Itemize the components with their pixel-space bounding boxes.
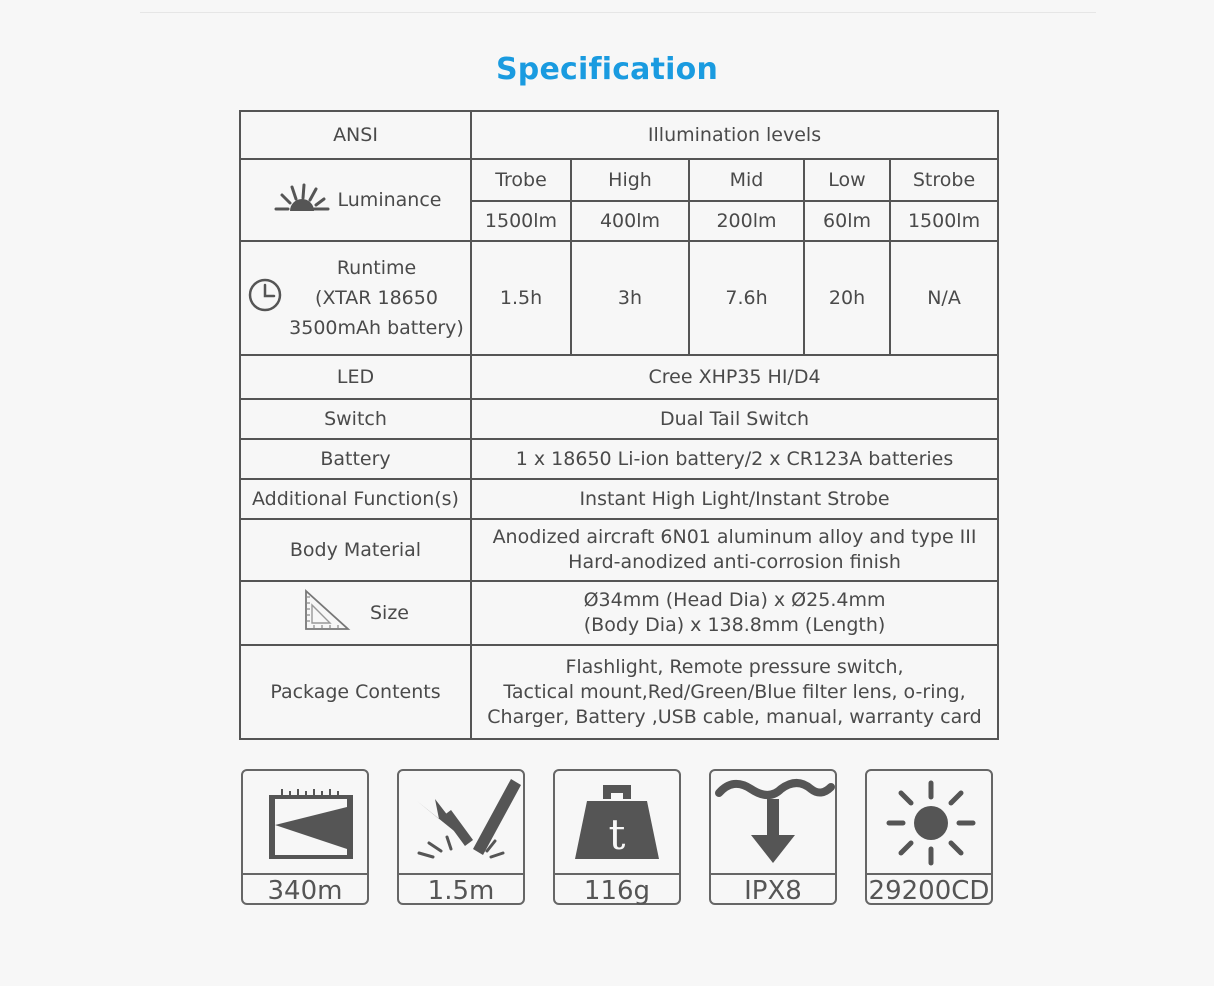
impact-resistance-icon bbox=[399, 771, 523, 871]
package-contents-label: Package Contents bbox=[240, 645, 471, 739]
switch-label: Switch bbox=[240, 399, 471, 439]
lumen-trobe: 1500lm bbox=[471, 201, 571, 241]
size-label: Size bbox=[369, 601, 409, 624]
intensity-value: 29200CD bbox=[867, 873, 991, 905]
spec-table bbox=[239, 110, 999, 740]
size-line: Ø34mm (Head Dia) x Ø25.4mm bbox=[583, 589, 886, 611]
runtime-mid: 7.6h bbox=[689, 241, 804, 355]
mode-high: High bbox=[571, 159, 689, 201]
table-row bbox=[240, 399, 998, 439]
additional-function-label: Additional Function(s) bbox=[240, 479, 471, 519]
luminance-label: Luminance bbox=[337, 188, 442, 211]
intensity-sun-icon bbox=[867, 771, 991, 871]
table-row bbox=[240, 159, 998, 201]
package-line: Tactical mount,Red/Green/Blue filter lens, o-ring, bbox=[503, 680, 966, 703]
package-line: Flashlight, Remote pressure switch, bbox=[565, 655, 904, 678]
mode-mid: Mid bbox=[689, 159, 804, 201]
runtime-low: 20h bbox=[804, 241, 890, 355]
weight-value: 116g bbox=[555, 873, 679, 905]
beam-distance-value: 340m bbox=[243, 873, 367, 905]
runtime-line: (XTAR 18650 bbox=[315, 287, 438, 309]
mode-trobe: Trobe bbox=[471, 159, 571, 201]
ruler-triangle-icon bbox=[302, 587, 352, 640]
illumination-levels-header: Illumination levels bbox=[471, 111, 998, 159]
table-row bbox=[240, 355, 998, 399]
table-row bbox=[240, 241, 998, 355]
clock-icon bbox=[247, 277, 283, 320]
waterproof-icon bbox=[711, 771, 835, 871]
mode-strobe: Strobe bbox=[890, 159, 998, 201]
svg-text:t: t bbox=[608, 810, 626, 859]
feature-badges bbox=[241, 769, 996, 909]
mode-low: Low bbox=[804, 159, 890, 201]
runtime-strobe: N/A bbox=[890, 241, 998, 355]
table-row bbox=[240, 111, 998, 159]
led-label: LED bbox=[240, 355, 471, 399]
table-row bbox=[240, 645, 998, 739]
size-line: (Body Dia) x 138.8mm (Length) bbox=[583, 614, 886, 636]
lumen-mid: 200lm bbox=[689, 201, 804, 241]
size-cell bbox=[240, 581, 471, 645]
lumen-high: 400lm bbox=[571, 201, 689, 241]
runtime-line: Runtime bbox=[336, 257, 417, 279]
switch-value: Dual Tail Switch bbox=[471, 399, 998, 439]
impact-resistance-value: 1.5m bbox=[399, 873, 523, 905]
weight-badge bbox=[553, 769, 681, 905]
body-material-value bbox=[471, 519, 998, 581]
waterproof-badge bbox=[709, 769, 837, 905]
package-line: Charger, Battery ,USB cable, manual, warranty card bbox=[487, 705, 982, 728]
battery-label: Battery bbox=[240, 439, 471, 479]
waterproof-value: IPX8 bbox=[711, 873, 835, 905]
body-material-line: Hard-anodized anti-corrosion finish bbox=[568, 551, 901, 573]
luminance-cell bbox=[240, 159, 471, 241]
size-value bbox=[471, 581, 998, 645]
impact-resistance-badge bbox=[397, 769, 525, 905]
table-row bbox=[240, 439, 998, 479]
ansi-label: ANSI bbox=[240, 111, 471, 159]
led-value: Cree XHP35 HI/D4 bbox=[471, 355, 998, 399]
lumen-strobe: 1500lm bbox=[890, 201, 998, 241]
additional-function-value: Instant High Light/Instant Strobe bbox=[471, 479, 998, 519]
beam-distance-badge bbox=[241, 769, 369, 905]
top-divider bbox=[140, 12, 1096, 13]
runtime-trobe: 1.5h bbox=[471, 241, 571, 355]
runtime-line: 3500mAh battery) bbox=[289, 317, 464, 339]
lumen-low: 60lm bbox=[804, 201, 890, 241]
page-title: Specification bbox=[495, 52, 719, 87]
runtime-cell bbox=[240, 241, 471, 355]
weight-icon bbox=[555, 771, 679, 871]
battery-value: 1 x 18650 Li-ion battery/2 x CR123A batteries bbox=[471, 439, 998, 479]
luminance-sun-icon bbox=[270, 179, 332, 222]
table-row bbox=[240, 519, 998, 581]
package-contents-value bbox=[471, 645, 998, 739]
intensity-badge bbox=[865, 769, 993, 905]
runtime-high: 3h bbox=[571, 241, 689, 355]
beam-distance-icon bbox=[243, 771, 367, 871]
table-row bbox=[240, 581, 998, 645]
table-row bbox=[240, 479, 998, 519]
body-material-label: Body Material bbox=[240, 519, 471, 581]
body-material-line: Anodized aircraft 6N01 aluminum alloy and type III bbox=[492, 526, 977, 548]
